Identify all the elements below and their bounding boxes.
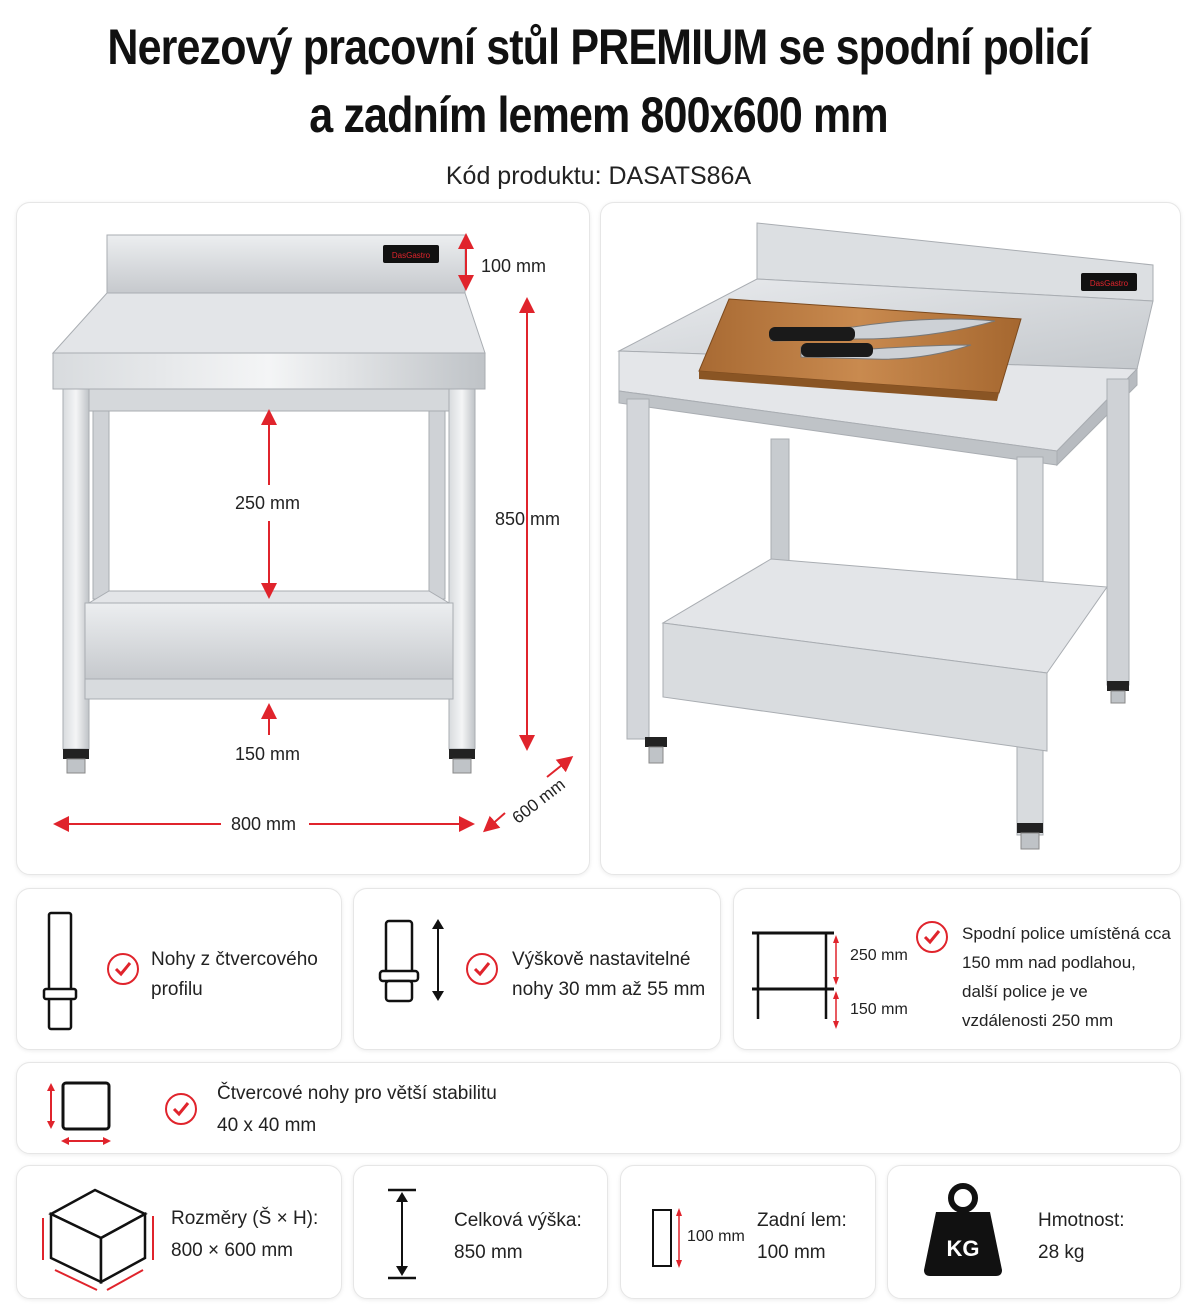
spec-backsplash-value: 100 mm	[757, 1242, 826, 1263]
square-profile-icon	[39, 1067, 139, 1153]
check-icon	[107, 953, 139, 985]
weight-kg-icon	[918, 1178, 1008, 1278]
height-arrow-icon	[382, 1184, 422, 1284]
shelf-dim-bottom-label: 150 mm	[850, 1001, 908, 1018]
spec-dimensions-label: Rozměry (Š × H):	[171, 1208, 319, 1229]
product-photo-card	[600, 202, 1181, 875]
dim-backsplash-label: 100 mm	[481, 256, 547, 276]
feature-card-square-legs	[16, 1062, 1181, 1154]
backsplash-icon	[647, 1202, 687, 1272]
svg-text:KG: KG	[946, 1236, 980, 1261]
check-icon	[916, 921, 948, 953]
spec-card-height	[353, 1165, 608, 1299]
dim-width-label: 800 mm	[231, 814, 297, 834]
table-perspective-illustration	[601, 203, 1182, 876]
dimension-diagram-card	[16, 202, 590, 875]
cube-dimensions-icon	[35, 1174, 155, 1294]
shelf-dim-top-label: 250 mm	[850, 947, 908, 964]
feature-square-legs-line1: Čtvercové nohy pro větší stabilitu	[217, 1083, 497, 1104]
dim-total-height-label: 850 mm	[495, 509, 561, 529]
square-leg-icon	[41, 907, 101, 1037]
spec-height-value: 850 mm	[454, 1242, 523, 1263]
backsplash-icon-dim: 100 mm	[687, 1228, 745, 1245]
spec-card-weight	[887, 1165, 1181, 1299]
adjustable-foot-icon	[374, 911, 464, 1031]
feature-adjustable-text: Výškově nastavitelné nohy 30 mm až 55 mm	[512, 949, 706, 1000]
feature-square-legs-line2: 40 x 40 mm	[217, 1115, 317, 1136]
check-icon	[165, 1093, 197, 1125]
svg-text:DasGastro: DasGastro	[391, 251, 431, 260]
page-title-line2: a zadním lemem 800x600 mm	[309, 87, 888, 143]
feature-card-legs	[16, 888, 342, 1050]
spec-backsplash-label: Zadní lem:	[757, 1210, 847, 1231]
dim-depth-label: 600 mm	[508, 774, 569, 828]
spec-dimensions-value: 800 × 600 mm	[171, 1240, 293, 1261]
spec-card-dimensions	[16, 1165, 342, 1299]
feature-card-shelf	[733, 888, 1181, 1050]
spec-weight-label: Hmotnost:	[1038, 1210, 1125, 1231]
dim-floor-gap-label: 150 mm	[235, 744, 301, 764]
feature-card-adjustable	[353, 888, 721, 1050]
table-dimension-drawing	[17, 203, 591, 876]
feature-shelf-text: Spodní police umístěná cca 150 mm nad podlahou, další police je ve vzdálenosti 250 mm	[962, 924, 1171, 1030]
check-icon	[466, 953, 498, 985]
dim-shelf-gap-label: 250 mm	[235, 493, 301, 513]
page-title-line1: Nerezový pracovní stůl PREMIUM se spodní policí	[107, 19, 1090, 75]
spec-height-label: Celková výška:	[454, 1210, 582, 1231]
spec-weight-value: 28 kg	[1038, 1242, 1085, 1263]
spec-card-backsplash	[620, 1165, 876, 1299]
feature-legs-text: Nohy z čtvercového profilu	[151, 949, 318, 1000]
product-code: Kód produktu: DASATS86A	[445, 162, 752, 190]
svg-text:DasGastro: DasGastro	[1089, 279, 1129, 288]
